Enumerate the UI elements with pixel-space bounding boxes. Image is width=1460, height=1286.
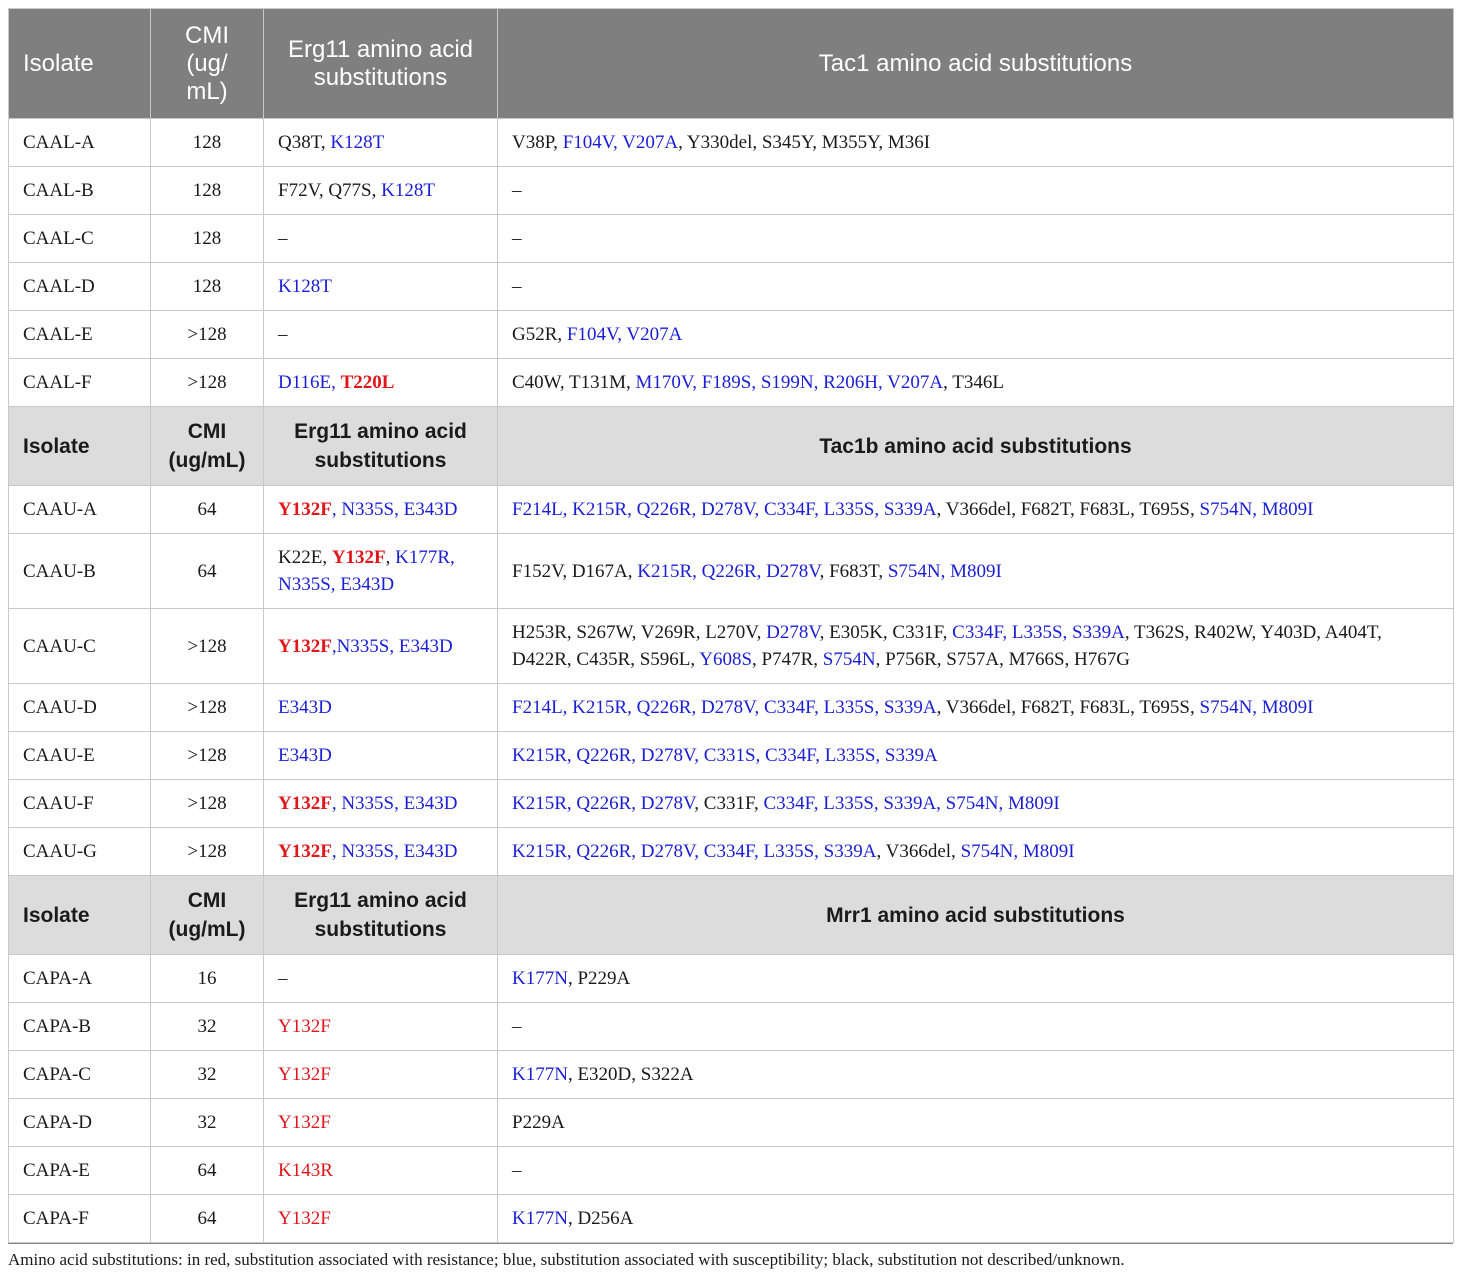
substitution-text: , V366del, F682T, F683L, T695S,: [936, 697, 1200, 718]
erg11-cell: [264, 263, 498, 311]
erg11-cell: [264, 609, 498, 684]
gene-substitutions-cell: [498, 1003, 1454, 1051]
substitution-text: , E305K, C331F,: [819, 622, 953, 643]
gene-substitutions-cell: [498, 1195, 1454, 1243]
cmi-cell: 64: [151, 534, 264, 609]
isolate-cell: CAAL-D: [9, 263, 151, 311]
substitution-text: P229A: [512, 1112, 565, 1133]
substitution-text: F104V, V207A: [566, 324, 683, 345]
substitution-text: Y132F: [278, 1208, 331, 1229]
substitution-text: S754N: [822, 649, 876, 670]
substitution-text: K215R, Q226R, D278V, C334F, L335S, S339A: [512, 841, 877, 862]
isolate-cell: CAPA-B: [9, 1003, 151, 1051]
substitution-text: –: [278, 228, 288, 249]
cmi-cell: 64: [151, 486, 264, 534]
substitution-text: , P747R,: [752, 649, 823, 670]
substitution-text: F152V, D167A,: [512, 560, 638, 582]
gene-substitutions-cell: [498, 119, 1454, 167]
table-row: [9, 263, 1454, 311]
substitution-text: Y132F: [278, 841, 332, 862]
header-gene: Tac1b amino acid substitutions: [498, 407, 1454, 486]
substitution-text: V38P,: [512, 132, 563, 153]
substitution-text: , V366del,: [876, 841, 961, 862]
substitution-text: –: [512, 180, 522, 201]
cmi-cell: 64: [151, 1195, 264, 1243]
substitution-text: Y132F: [278, 1064, 331, 1085]
erg11-cell: [264, 1003, 498, 1051]
substitution-text: , P229A: [567, 968, 631, 989]
substitution-text: –: [512, 1016, 522, 1037]
isolate-cell: CAAL-A: [9, 119, 151, 167]
gene-substitutions-cell: [498, 263, 1454, 311]
erg11-cell: [264, 311, 498, 359]
isolate-cell: CAAU-C: [9, 609, 151, 684]
substitution-text: –: [278, 324, 288, 345]
header-row: [9, 407, 1454, 486]
table-row: [9, 684, 1454, 732]
table-row: [9, 1195, 1454, 1243]
cmi-cell: 32: [151, 1099, 264, 1147]
isolate-cell: CAAL-C: [9, 215, 151, 263]
isolate-cell: CAAU-D: [9, 684, 151, 732]
substitution-text: Y132F: [331, 547, 386, 568]
substitution-text: , N335S, E343D: [331, 841, 458, 862]
substitution-text: Y132F: [278, 1016, 331, 1037]
table-row: [9, 780, 1454, 828]
erg11-cell: [264, 828, 498, 876]
gene-substitutions-cell: [498, 732, 1454, 780]
substitution-text: K128T: [278, 276, 332, 297]
table-row: [9, 1051, 1454, 1099]
cmi-cell: >128: [151, 828, 264, 876]
isolate-cell: CAAL-E: [9, 311, 151, 359]
substitution-text: S754N, M809I: [887, 560, 1002, 582]
substitution-text: Y132F: [278, 1112, 331, 1133]
gene-substitutions-cell: [498, 955, 1454, 1003]
table-row: [9, 828, 1454, 876]
substitution-text: K177N: [512, 1064, 568, 1085]
cmi-cell: >128: [151, 780, 264, 828]
substitution-text: F72V, Q77S,: [278, 180, 382, 201]
gene-substitutions-cell: [498, 609, 1454, 684]
cmi-cell: 128: [151, 167, 264, 215]
substitution-text: ,N335S, E343D: [331, 635, 453, 657]
header-isolate: Isolate: [9, 876, 151, 955]
substitution-text: , F683T,: [819, 560, 888, 582]
table-body: [9, 9, 1454, 1243]
erg11-cell: [264, 684, 498, 732]
header-erg11: Erg11 amino acid substitutions: [264, 9, 498, 119]
table-row: [9, 119, 1454, 167]
substitution-text: , V366del, F682T, F683L, T695S,: [936, 499, 1200, 520]
substitution-text: Q38T,: [278, 132, 331, 153]
isolate-cell: CAPA-A: [9, 955, 151, 1003]
substitution-text: F104V, V207A: [562, 132, 679, 153]
header-row: [9, 876, 1454, 955]
substitution-text: , N335S, E343D: [331, 499, 458, 520]
header-gene: Mrr1 amino acid substitutions: [498, 876, 1454, 955]
gene-substitutions-cell: [498, 1099, 1454, 1147]
table-row: [9, 534, 1454, 609]
substitution-text: S754N, M809I: [960, 841, 1075, 862]
substitution-text: –: [512, 276, 522, 297]
substitution-text: , T362S, R402W, Y403D, A404T, D422R, C435R, S596L,: [512, 622, 1382, 670]
cmi-cell: 128: [151, 263, 264, 311]
isolate-cell: CAAL-F: [9, 359, 151, 407]
isolate-cell: CAAL-B: [9, 167, 151, 215]
table-row: [9, 486, 1454, 534]
table-container: [8, 8, 1453, 1271]
header-erg11: Erg11 amino acid substitutions: [264, 876, 498, 955]
substitution-text: C334F, L335S, S339A, S754N, M809I: [763, 793, 1060, 814]
substitution-text: M170V, F189S, S199N, R206H, V207A: [635, 372, 944, 393]
cmi-cell: >128: [151, 359, 264, 407]
erg11-cell: [264, 1099, 498, 1147]
substitution-text: , T346L: [943, 372, 1004, 393]
table-row: [9, 732, 1454, 780]
header-cmi: CMI (ug/ mL): [151, 9, 264, 119]
substitution-text: C334F, L335S, S339A: [952, 622, 1125, 643]
cmi-cell: 128: [151, 119, 264, 167]
gene-substitutions-cell: [498, 534, 1454, 609]
gene-substitutions-cell: [498, 215, 1454, 263]
header-isolate: Isolate: [9, 407, 151, 486]
substitution-text: H253R, S267W, V269R, L270V,: [512, 622, 767, 643]
substitution-text: K22E,: [278, 547, 332, 568]
substitution-text: , N335S, E343D: [331, 793, 458, 814]
header-cmi: CMI (ug/mL): [151, 407, 264, 486]
erg11-cell: [264, 215, 498, 263]
substitution-text: F214L, K215R, Q226R, D278V, C334F, L335S, S339A: [512, 697, 937, 718]
cmi-cell: >128: [151, 684, 264, 732]
cmi-cell: 64: [151, 1147, 264, 1195]
substitution-text: C40W, T131M,: [512, 372, 636, 393]
gene-substitutions-cell: [498, 1051, 1454, 1099]
substitution-text: K143R: [278, 1160, 333, 1181]
erg11-cell: [264, 1051, 498, 1099]
isolate-cell: CAAU-A: [9, 486, 151, 534]
header-isolate: Isolate: [9, 9, 151, 119]
substitution-text: ,: [385, 547, 396, 568]
erg11-cell: [264, 955, 498, 1003]
substitution-text: –: [512, 1160, 522, 1181]
header-cmi: CMI (ug/mL): [151, 876, 264, 955]
substitution-text: , C331F,: [694, 793, 764, 814]
cmi-cell: >128: [151, 732, 264, 780]
table-row: [9, 311, 1454, 359]
substitution-text: –: [278, 968, 288, 989]
cmi-cell: >128: [151, 609, 264, 684]
isolate-cell: CAAU-E: [9, 732, 151, 780]
substitution-text: K177N: [512, 1208, 568, 1229]
cmi-cell: >128: [151, 311, 264, 359]
substitution-text: K215R, Q226R, D278V: [637, 560, 820, 582]
substitution-text: K177N: [512, 968, 568, 989]
substitution-text: K215R, Q226R, D278V: [512, 793, 695, 814]
substitution-text: F214L, K215R, Q226R, D278V, C334F, L335S, S339A: [512, 499, 937, 520]
table-row: [9, 609, 1454, 684]
erg11-cell: [264, 732, 498, 780]
substitution-text: T220L: [340, 372, 395, 393]
table-row: [9, 359, 1454, 407]
gene-substitutions-cell: [498, 828, 1454, 876]
gene-substitutions-cell: [498, 311, 1454, 359]
substitution-text: Y608S: [699, 649, 753, 670]
gene-substitutions-cell: [498, 486, 1454, 534]
gene-substitutions-cell: [498, 359, 1454, 407]
erg11-cell: [264, 1195, 498, 1243]
substitution-text: , Y330del, S345Y, M355Y, M36I: [678, 132, 931, 153]
substitution-text: , D256A: [567, 1208, 634, 1229]
cmi-cell: 128: [151, 215, 264, 263]
isolate-cell: CAPA-D: [9, 1099, 151, 1147]
gene-substitutions-cell: [498, 780, 1454, 828]
substitution-text: Y132F: [278, 499, 332, 520]
substitution-text: , E320D, S322A: [567, 1064, 694, 1085]
substitution-text: D278V: [766, 622, 820, 643]
substitution-text: K128T: [381, 180, 435, 201]
gene-substitutions-cell: [498, 1147, 1454, 1195]
substitution-text: D116E,: [278, 372, 341, 393]
erg11-cell: [264, 167, 498, 215]
gene-substitutions-cell: [498, 167, 1454, 215]
isolate-cell: CAAU-B: [9, 534, 151, 609]
substitution-text: G52R,: [512, 324, 567, 345]
footnote: Amino acid substitutions: in red, substitution associated with resistance; blue, substitution associated with susceptibility; black, substitution not described/unknown.: [8, 1250, 1125, 1269]
substitution-text: Y132F: [278, 793, 332, 814]
substitution-text: K215R, Q226R, D278V, C331S, C334F, L335S, S339A: [512, 745, 938, 766]
substitution-text: S754N, M809I: [1199, 697, 1314, 718]
erg11-cell: [264, 486, 498, 534]
erg11-cell: [264, 119, 498, 167]
header-gene: Tac1 amino acid substitutions: [498, 9, 1454, 119]
isolate-cell: CAPA-F: [9, 1195, 151, 1243]
table-row: [9, 1147, 1454, 1195]
isolate-cell: CAAU-F: [9, 780, 151, 828]
table-row: [9, 1003, 1454, 1051]
cmi-cell: 32: [151, 1003, 264, 1051]
table-row: [9, 167, 1454, 215]
substitution-text: E343D: [278, 697, 332, 718]
table-row: [9, 955, 1454, 1003]
substitutions-table: [8, 8, 1454, 1243]
substitution-text: S754N, M809I: [1199, 499, 1314, 520]
header-row: [9, 9, 1454, 119]
gene-substitutions-cell: [498, 684, 1454, 732]
table-row: [9, 1099, 1454, 1147]
erg11-cell: [264, 359, 498, 407]
substitution-text: K128T: [330, 132, 385, 153]
substitution-text: Y132F: [278, 635, 332, 657]
table-row: [9, 215, 1454, 263]
erg11-cell: [264, 780, 498, 828]
isolate-cell: CAPA-C: [9, 1051, 151, 1099]
isolate-cell: CAAU-G: [9, 828, 151, 876]
cmi-cell: 16: [151, 955, 264, 1003]
erg11-cell: [264, 1147, 498, 1195]
substitution-text: E343D: [278, 745, 332, 766]
header-erg11: Erg11 amino acid substitutions: [264, 407, 498, 486]
substitution-text: K177R, N335S, E343D: [278, 547, 455, 595]
isolate-cell: CAPA-E: [9, 1147, 151, 1195]
cmi-cell: 32: [151, 1051, 264, 1099]
substitution-text: , P756R, S757A, M766S, H767G: [875, 649, 1130, 670]
erg11-cell: [264, 534, 498, 609]
substitution-text: –: [512, 228, 522, 249]
